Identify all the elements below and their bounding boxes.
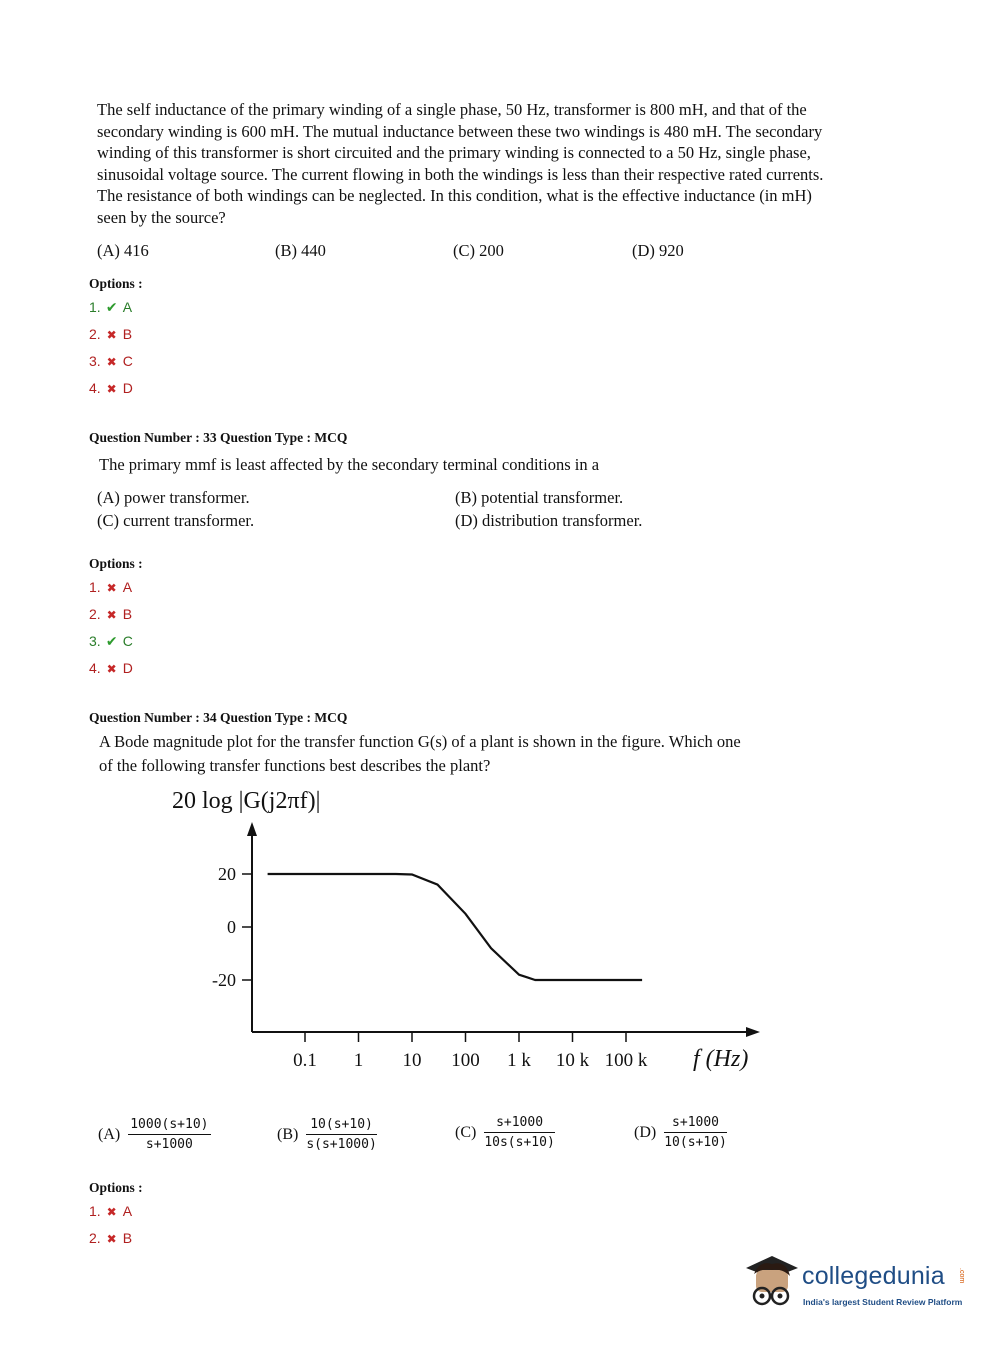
numerator: s+1000 xyxy=(484,1115,554,1133)
choice-label: (B) xyxy=(277,1125,299,1143)
q33-option-2 xyxy=(89,606,132,622)
x-tick-label: 100 xyxy=(451,1050,480,1071)
q34-text-line1: A Bode magnitude plot for the transfer function G(s) of a plant is shown in the figure. Which one xyxy=(99,732,741,751)
option-letter: B xyxy=(122,606,133,622)
option-letter: A xyxy=(122,1203,133,1219)
q34-option-1 xyxy=(89,1203,132,1219)
numerator: 10(s+10) xyxy=(306,1117,376,1135)
y-tick-label: 0 xyxy=(227,917,236,937)
mascot-icon xyxy=(742,1254,800,1314)
fraction xyxy=(306,1117,376,1152)
y-ticks xyxy=(212,864,252,990)
q34-header: Question Number : 34 Question Type : MCQ xyxy=(89,710,348,725)
collegedunia-logo[interactable] xyxy=(742,1252,974,1322)
q32-option-1 xyxy=(89,299,132,316)
option-number: 4. xyxy=(89,660,101,676)
denominator: 10s(s+10) xyxy=(484,1135,555,1150)
x-axis-label: f (Hz) xyxy=(693,1046,749,1072)
option-number: 4. xyxy=(89,380,101,396)
cross-icon: ✖ xyxy=(106,1232,117,1246)
option-letter: D xyxy=(122,380,133,396)
bode-magnitude-plot xyxy=(150,780,790,1090)
q33-answer-d: (D) distribution transformer. xyxy=(455,511,643,530)
numerator: s+1000 xyxy=(664,1115,727,1133)
y-tick-label: 20 xyxy=(218,864,236,884)
q34-options-label: Options : xyxy=(89,1180,143,1195)
q33-answer-c: (C) current transformer. xyxy=(97,511,255,530)
option-number: 1. xyxy=(89,299,101,315)
option-number: 2. xyxy=(89,326,101,342)
cross-icon: ✖ xyxy=(106,662,117,676)
check-icon: ✔ xyxy=(105,299,118,315)
q33-answer-b: (B) potential transformer. xyxy=(455,488,624,507)
option-letter: B xyxy=(122,326,133,342)
option-letter: D xyxy=(122,660,133,676)
q33-options-label: Options : xyxy=(89,556,143,571)
logo-wordmark: collegedunia xyxy=(802,1262,945,1290)
q34-choice-c xyxy=(455,1115,555,1150)
q34-choice-b xyxy=(277,1117,377,1152)
x-tick-label: 1 xyxy=(353,1050,364,1071)
option-number: 1. xyxy=(89,1203,101,1219)
q32-answer-d: (D) 920 xyxy=(632,241,684,260)
denominator: s+1000 xyxy=(145,1137,193,1152)
x-ticks xyxy=(293,1032,648,1071)
q33-option-3 xyxy=(89,633,133,650)
cross-icon: ✖ xyxy=(106,608,117,622)
q33-header: Question Number : 33 Question Type : MCQ xyxy=(89,430,348,445)
option-number: 3. xyxy=(89,633,101,649)
fraction xyxy=(484,1115,554,1150)
logo-domain-suffix: .com xyxy=(958,1268,965,1284)
q34-choice-d xyxy=(634,1115,727,1150)
option-number: 3. xyxy=(89,353,101,369)
q34-text-line2: of the following transfer functions best describes the plant? xyxy=(99,756,491,775)
option-letter: A xyxy=(122,299,133,315)
y-axis-arrow xyxy=(247,822,257,836)
q33-text: The primary mmf is least affected by the secondary terminal conditions in a xyxy=(99,455,600,474)
q32-option-4 xyxy=(89,380,133,396)
q33-answer-a: (A) power transformer. xyxy=(97,488,250,507)
x-tick-label: 10 k xyxy=(555,1050,590,1071)
check-icon: ✔ xyxy=(105,633,118,649)
x-tick-label: 0.1 xyxy=(293,1050,317,1071)
option-number: 1. xyxy=(89,579,101,595)
option-letter: B xyxy=(122,1230,133,1246)
cross-icon: ✖ xyxy=(106,355,117,369)
q32-option-3 xyxy=(89,353,133,369)
x-axis-arrow xyxy=(746,1027,760,1037)
q32-text: The self inductance of the primary winding of a single phase, 50 Hz, transformer is 800 mH, and that of the secondary winding is 600 mH. The mutual inductance between these two windings is 480 mH. The secondary winding of this transformer is short circuited and the primary winding is connected to a 50 Hz, single phase, sinusoidal voltage source. The current flowing in both the windings is less than their respective rated currents. The resistance of both windings can be neglected. In this condition, what is the effective inductance (in mH) seen by the source? xyxy=(97,100,824,227)
denominator: 10(s+10) xyxy=(664,1135,727,1150)
choice-label: (D) xyxy=(634,1123,657,1141)
q32-answer-c: (C) 200 xyxy=(453,241,504,260)
y-tick-label: -20 xyxy=(212,970,236,990)
fraction xyxy=(128,1117,210,1152)
cross-icon: ✖ xyxy=(106,328,117,342)
logo-tagline: India's largest Student Review Platform xyxy=(803,1297,963,1307)
option-number: 2. xyxy=(89,606,101,622)
option-number: 2. xyxy=(89,1230,101,1246)
option-letter: C xyxy=(122,633,133,649)
q33-option-1 xyxy=(89,579,132,595)
option-letter: C xyxy=(122,353,133,369)
q32-answer-b: (B) 440 xyxy=(275,241,326,260)
denominator: s(s+1000) xyxy=(306,1137,377,1152)
fraction xyxy=(664,1115,727,1150)
option-letter: A xyxy=(122,579,133,595)
cross-icon: ✖ xyxy=(106,581,117,595)
choice-label: (A) xyxy=(98,1125,121,1143)
choice-label: (C) xyxy=(455,1123,477,1141)
x-tick-label: 10 xyxy=(402,1050,422,1071)
q34-choice-a xyxy=(98,1117,211,1152)
q33-option-4 xyxy=(89,660,133,676)
chart-title: 20 log |G(j2πf)| xyxy=(172,788,321,814)
q32-answer-a: (A) 416 xyxy=(97,241,149,260)
q32-option-2 xyxy=(89,326,132,342)
magnitude-curve xyxy=(268,874,642,980)
q34-option-2 xyxy=(89,1230,132,1246)
cross-icon: ✖ xyxy=(106,382,117,396)
x-tick-label: 100 k xyxy=(604,1050,648,1071)
numerator: 1000(s+10) xyxy=(128,1117,210,1135)
x-tick-label: 1 k xyxy=(507,1050,531,1071)
cross-icon: ✖ xyxy=(106,1205,117,1219)
q32-options-label: Options : xyxy=(89,276,143,291)
